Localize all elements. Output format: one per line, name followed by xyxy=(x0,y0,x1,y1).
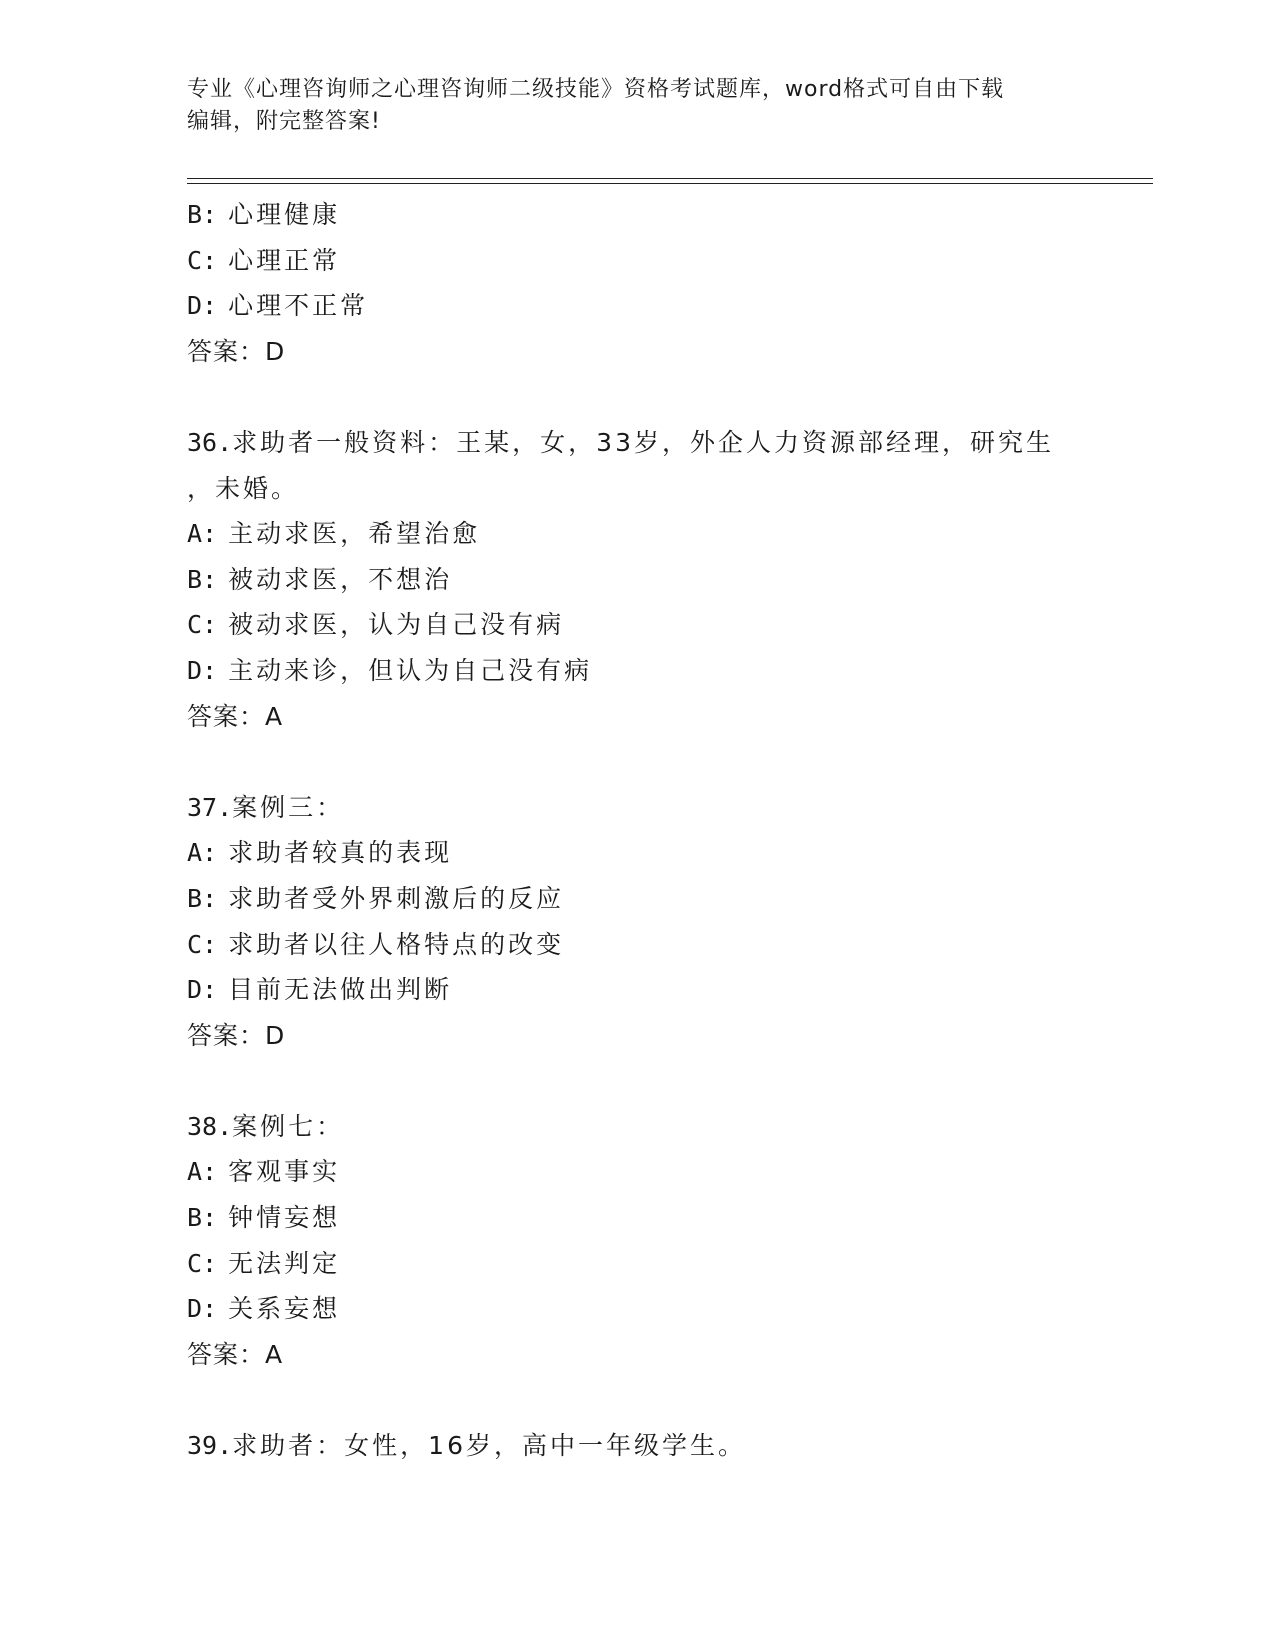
question-stem: 39.求助者：女性，16岁，高中一年级学生。 xyxy=(187,1431,746,1461)
spacer xyxy=(187,374,1087,420)
option-d: D: 主动来诊，但认为自己没有病 xyxy=(187,655,593,685)
option-c: C: 心理正常 xyxy=(187,245,341,275)
question-block-38 xyxy=(187,1104,1087,1378)
question-stem: 36.求助者一般资料：王某，女，33岁，外企人力资源部经理，研究生 xyxy=(187,427,1054,457)
question-stem: 38.案例七： xyxy=(187,1111,345,1141)
option-b: B: 钟情妄想 xyxy=(187,1203,341,1233)
option-d: D: 目前无法做出判断 xyxy=(187,975,453,1005)
question-stem-continued: ，未婚。 xyxy=(187,473,300,503)
header-divider-top xyxy=(187,178,1153,179)
question-block-36 xyxy=(187,420,1087,739)
option-c: C: 求助者以往人格特点的改变 xyxy=(187,929,565,959)
option-c: C: 无法判定 xyxy=(187,1248,341,1278)
header-divider-bottom xyxy=(187,183,1153,184)
option-b: B: 被动求医，不想治 xyxy=(187,564,453,594)
option-d: D: 关系妄想 xyxy=(187,1294,341,1324)
option-a: A: 客观事实 xyxy=(187,1157,341,1187)
spacer xyxy=(187,1377,1087,1423)
question-block-37 xyxy=(187,785,1087,1059)
header-line-1: 专业《心理咨询师之心理咨询师二级技能》资格考试题库，word格式可自由下载 xyxy=(187,77,1005,102)
answer-line: 答案：D xyxy=(187,1020,286,1050)
question-block-39 xyxy=(187,1423,1087,1469)
answer-line: 答案：A xyxy=(187,701,284,731)
document-body xyxy=(187,192,1087,1469)
answer-line: 答案：A xyxy=(187,1339,284,1369)
spacer xyxy=(187,1058,1087,1104)
option-a: A: 主动求医，希望治愈 xyxy=(187,519,481,549)
option-b: B: 心理健康 xyxy=(187,200,341,229)
option-d: D: 心理不正常 xyxy=(187,291,369,321)
option-a: A: 求助者较真的表现 xyxy=(187,838,453,868)
header-line-2: 编辑，附完整答案! xyxy=(187,109,381,134)
answer-line: 答案：D xyxy=(187,336,286,366)
spacer xyxy=(187,739,1087,785)
document-header xyxy=(187,74,1087,138)
question-block-partial xyxy=(187,192,1087,374)
option-c: C: 被动求医，认为自己没有病 xyxy=(187,610,565,640)
question-stem: 37.案例三： xyxy=(187,792,345,822)
option-b: B: 求助者受外界刺激后的反应 xyxy=(187,883,565,913)
